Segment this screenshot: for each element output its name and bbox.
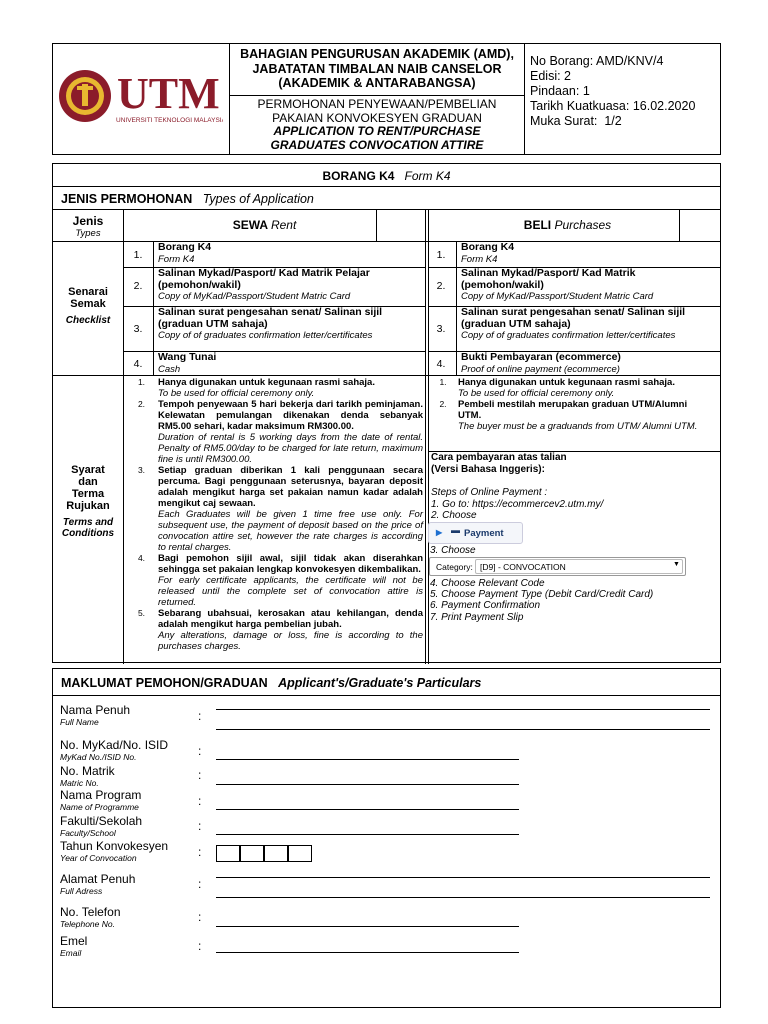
logo-subtitle: UNIVERSITI TEKNOLOGI MALAYSIA xyxy=(116,117,223,124)
sewa-header: SEWA Rent xyxy=(232,218,297,232)
terms-label: Syarat dan Terma Rujukan Terms and Conditions xyxy=(61,464,115,539)
year-digit-box[interactable] xyxy=(216,845,240,862)
particulars-title: MAKLUMAT PEMOHON/GRADUAN Applicant's/Graduate's Particulars xyxy=(61,676,482,690)
full-name-field-line2[interactable] xyxy=(216,729,710,730)
colon: : xyxy=(198,744,202,758)
email-field[interactable] xyxy=(216,952,519,953)
particulars-section xyxy=(52,668,721,1008)
mykad-field[interactable] xyxy=(216,759,519,760)
item-number: 4. xyxy=(133,358,143,370)
field-label-faculty: Fakulti/Sekolah Faculty/School xyxy=(60,814,143,838)
year-digit-box[interactable] xyxy=(288,845,312,862)
payment-steps: 4. Choose Relevant Code 5. Choose Payment Type (Debit Card/Credit Card) 6. Payment Confirmation 7. Print Payment Slip xyxy=(430,578,654,623)
item-number: 4. xyxy=(436,358,446,370)
address-field[interactable] xyxy=(216,877,710,878)
form-meta: No Borang: AMD/KNV/4 Edisi: 2 Pindaan: 1 Tarikh Kuatkuasa: 16.02.2020 Muka Surat: 1/2 xyxy=(530,54,696,128)
item-number: 3. xyxy=(133,323,143,335)
sewa-checklist-item: Wang Tunai Cash xyxy=(158,351,217,375)
sewa-terms: 1. Hanya digunakan untuk kegunaan rasmi sahaja. To be used for official ceremony only. 2. Tempoh penyewaan 5 hari bekerja dari tarikh peminjaman. Kelewatan pemulangan dikenakan denda sebanyak RM5.00 sehari, kadar maksimum RM300.00. Duration of rental is 5 working days from the date of rental. Penalty of RM5.00/day to be charged for late return, maximum fine is until RM300.00. 3. Setiap graduan diberikan 1 kali penggunaan secara percuma. Bagi penggunaan seterusnya, bayaran deposit adalah mengikut harga set pakaian namun kadar adalah mengikut caj sewaan. Each Graduates will be given 1 time free use only. For subsequent use, the payment of deposit based on the price of convocation attire set, however the rate charges is according to rental charges. 4. Bagi pemohon sijil awal, sijil tidak akan diserahkan sehingga set pakaian lengkap konvokesyen dikembalikan. For early certificate applicants, the certificate will not be released until the complete set of convocation attire is returned. 5. Sebarang ubahsuai, kerosakan atau kehilangan, denda adalah mengikut harga pembelian jubah. Any alterations, damage or loss, fine is according to the purchases charges. xyxy=(137,377,423,652)
colon: : xyxy=(198,768,202,782)
beli-terms: 1. Hanya digunakan untuk kegunaan rasmi sahaja. To be used for official ceremony only. 2. Pembeli mestilah merupakan graduan UTM/Alumni UTM. The buyer must be a graduands from UTM/ Alumni UTM. xyxy=(439,377,698,432)
utm-logo xyxy=(58,66,223,126)
borang-title: BORANG K4 Form K4 xyxy=(322,169,451,183)
chevron-down-icon: ▼ xyxy=(673,561,680,568)
jenis-title: JENIS PERMOHONAN Types of Application xyxy=(61,192,314,206)
jenis-label: Jenis Types xyxy=(72,214,104,239)
form-title: PERMOHONAN PENYEWAAN/PEMBELIAN PAKAIAN KONVOKESYEN GRADUAN APPLICATION TO RENT/PURCHASE GRADUATES CONVOCATION ATTIRE xyxy=(257,97,497,152)
beli-header: BELI Purchases xyxy=(523,218,612,232)
colon: : xyxy=(198,794,202,808)
address-field-line2[interactable] xyxy=(216,897,710,898)
colon: : xyxy=(198,939,202,953)
matric-field[interactable] xyxy=(216,784,519,785)
field-label-mykad: No. MyKad/No. ISID MyKad No./ISID No. xyxy=(60,738,169,762)
payment-instructions: Cara pembayaran atas talian (Versi Bahasa Inggeris): Steps of Online Payment : 1. Go to: https://ecommercev2.utm.my/ 2. Choose xyxy=(431,452,604,521)
document-header xyxy=(52,43,721,155)
payment-button-image: ▶ ▬ Payment xyxy=(428,522,523,544)
checklist-label: Senarai Semak Checklist xyxy=(65,286,111,326)
sewa-checklist-item: Salinan Mykad/Pasport/ Kad Matrik Pelajar (pemohon/wakil) Copy of MyKad/Passport/Student Matric Card xyxy=(158,267,370,302)
card-icon: ▬ xyxy=(451,525,460,535)
item-number: 1. xyxy=(133,249,143,261)
org-name: BAHAGIAN PENGURUSAN AKADEMIK (AMD), JABATATAN TIMBALAN NAIB CANSELOR (AKADEMIK & ANTARABANGSA) xyxy=(240,47,514,90)
field-label-full-name: Nama Penuh Full Name xyxy=(60,703,131,727)
colon: : xyxy=(198,709,202,723)
field-label-email: Emel Email xyxy=(60,934,88,958)
item-number: 1. xyxy=(436,249,446,261)
year-digit-box[interactable] xyxy=(240,845,264,862)
item-number: 3. xyxy=(436,323,446,335)
step3-text: 3. Choose xyxy=(430,545,476,556)
year-digit-box[interactable] xyxy=(264,845,288,862)
field-label-matric: No. Matrik Matric No. xyxy=(60,764,115,788)
colon: : xyxy=(198,877,202,891)
field-label-phone: No. Telefon Telephone No. xyxy=(60,905,121,929)
field-label-programme: Nama Program Name of Programme xyxy=(60,788,142,812)
colon: : xyxy=(198,819,202,833)
beli-checklist-item: Borang K4 Form K4 xyxy=(461,241,515,265)
sewa-checklist-item: Salinan surat pengesahan senat/ Salinan sijil (graduan UTM sahaja) Copy of of graduates confirmation letter/certificates xyxy=(158,306,383,341)
item-number: 2. xyxy=(133,280,143,292)
category-dropdown-image: Category: [D9] - CONVOCATION ▼ xyxy=(429,557,686,576)
field-label-year: Tahun Konvokesyen Year of Convocation xyxy=(60,839,169,863)
play-icon: ▶ xyxy=(436,528,443,537)
colon: : xyxy=(198,910,202,924)
faculty-field[interactable] xyxy=(216,834,519,835)
beli-checklist-item: Bukti Pembayaran (ecommerce) Proof of online payment (ecommerce) xyxy=(461,351,621,375)
colon: : xyxy=(198,845,202,859)
beli-checklist-item: Salinan surat pengesahan senat/ Salinan sijil (graduan UTM sahaja) Copy of of graduates confirmation letter/certificates xyxy=(461,306,686,341)
sewa-checklist-item: Borang K4 Form K4 xyxy=(158,241,212,265)
logo-text: UTM xyxy=(117,69,220,118)
item-number: 2. xyxy=(436,280,446,292)
full-name-field[interactable] xyxy=(216,709,710,710)
beli-checklist-item: Salinan Mykad/Pasport/ Kad Matrik (pemohon/wakil) Copy of MyKad/Passport/Student Matric Card xyxy=(461,267,654,302)
field-label-address: Alamat Penuh Full Adress xyxy=(60,872,136,896)
phone-field[interactable] xyxy=(216,926,519,927)
programme-field[interactable] xyxy=(216,809,519,810)
